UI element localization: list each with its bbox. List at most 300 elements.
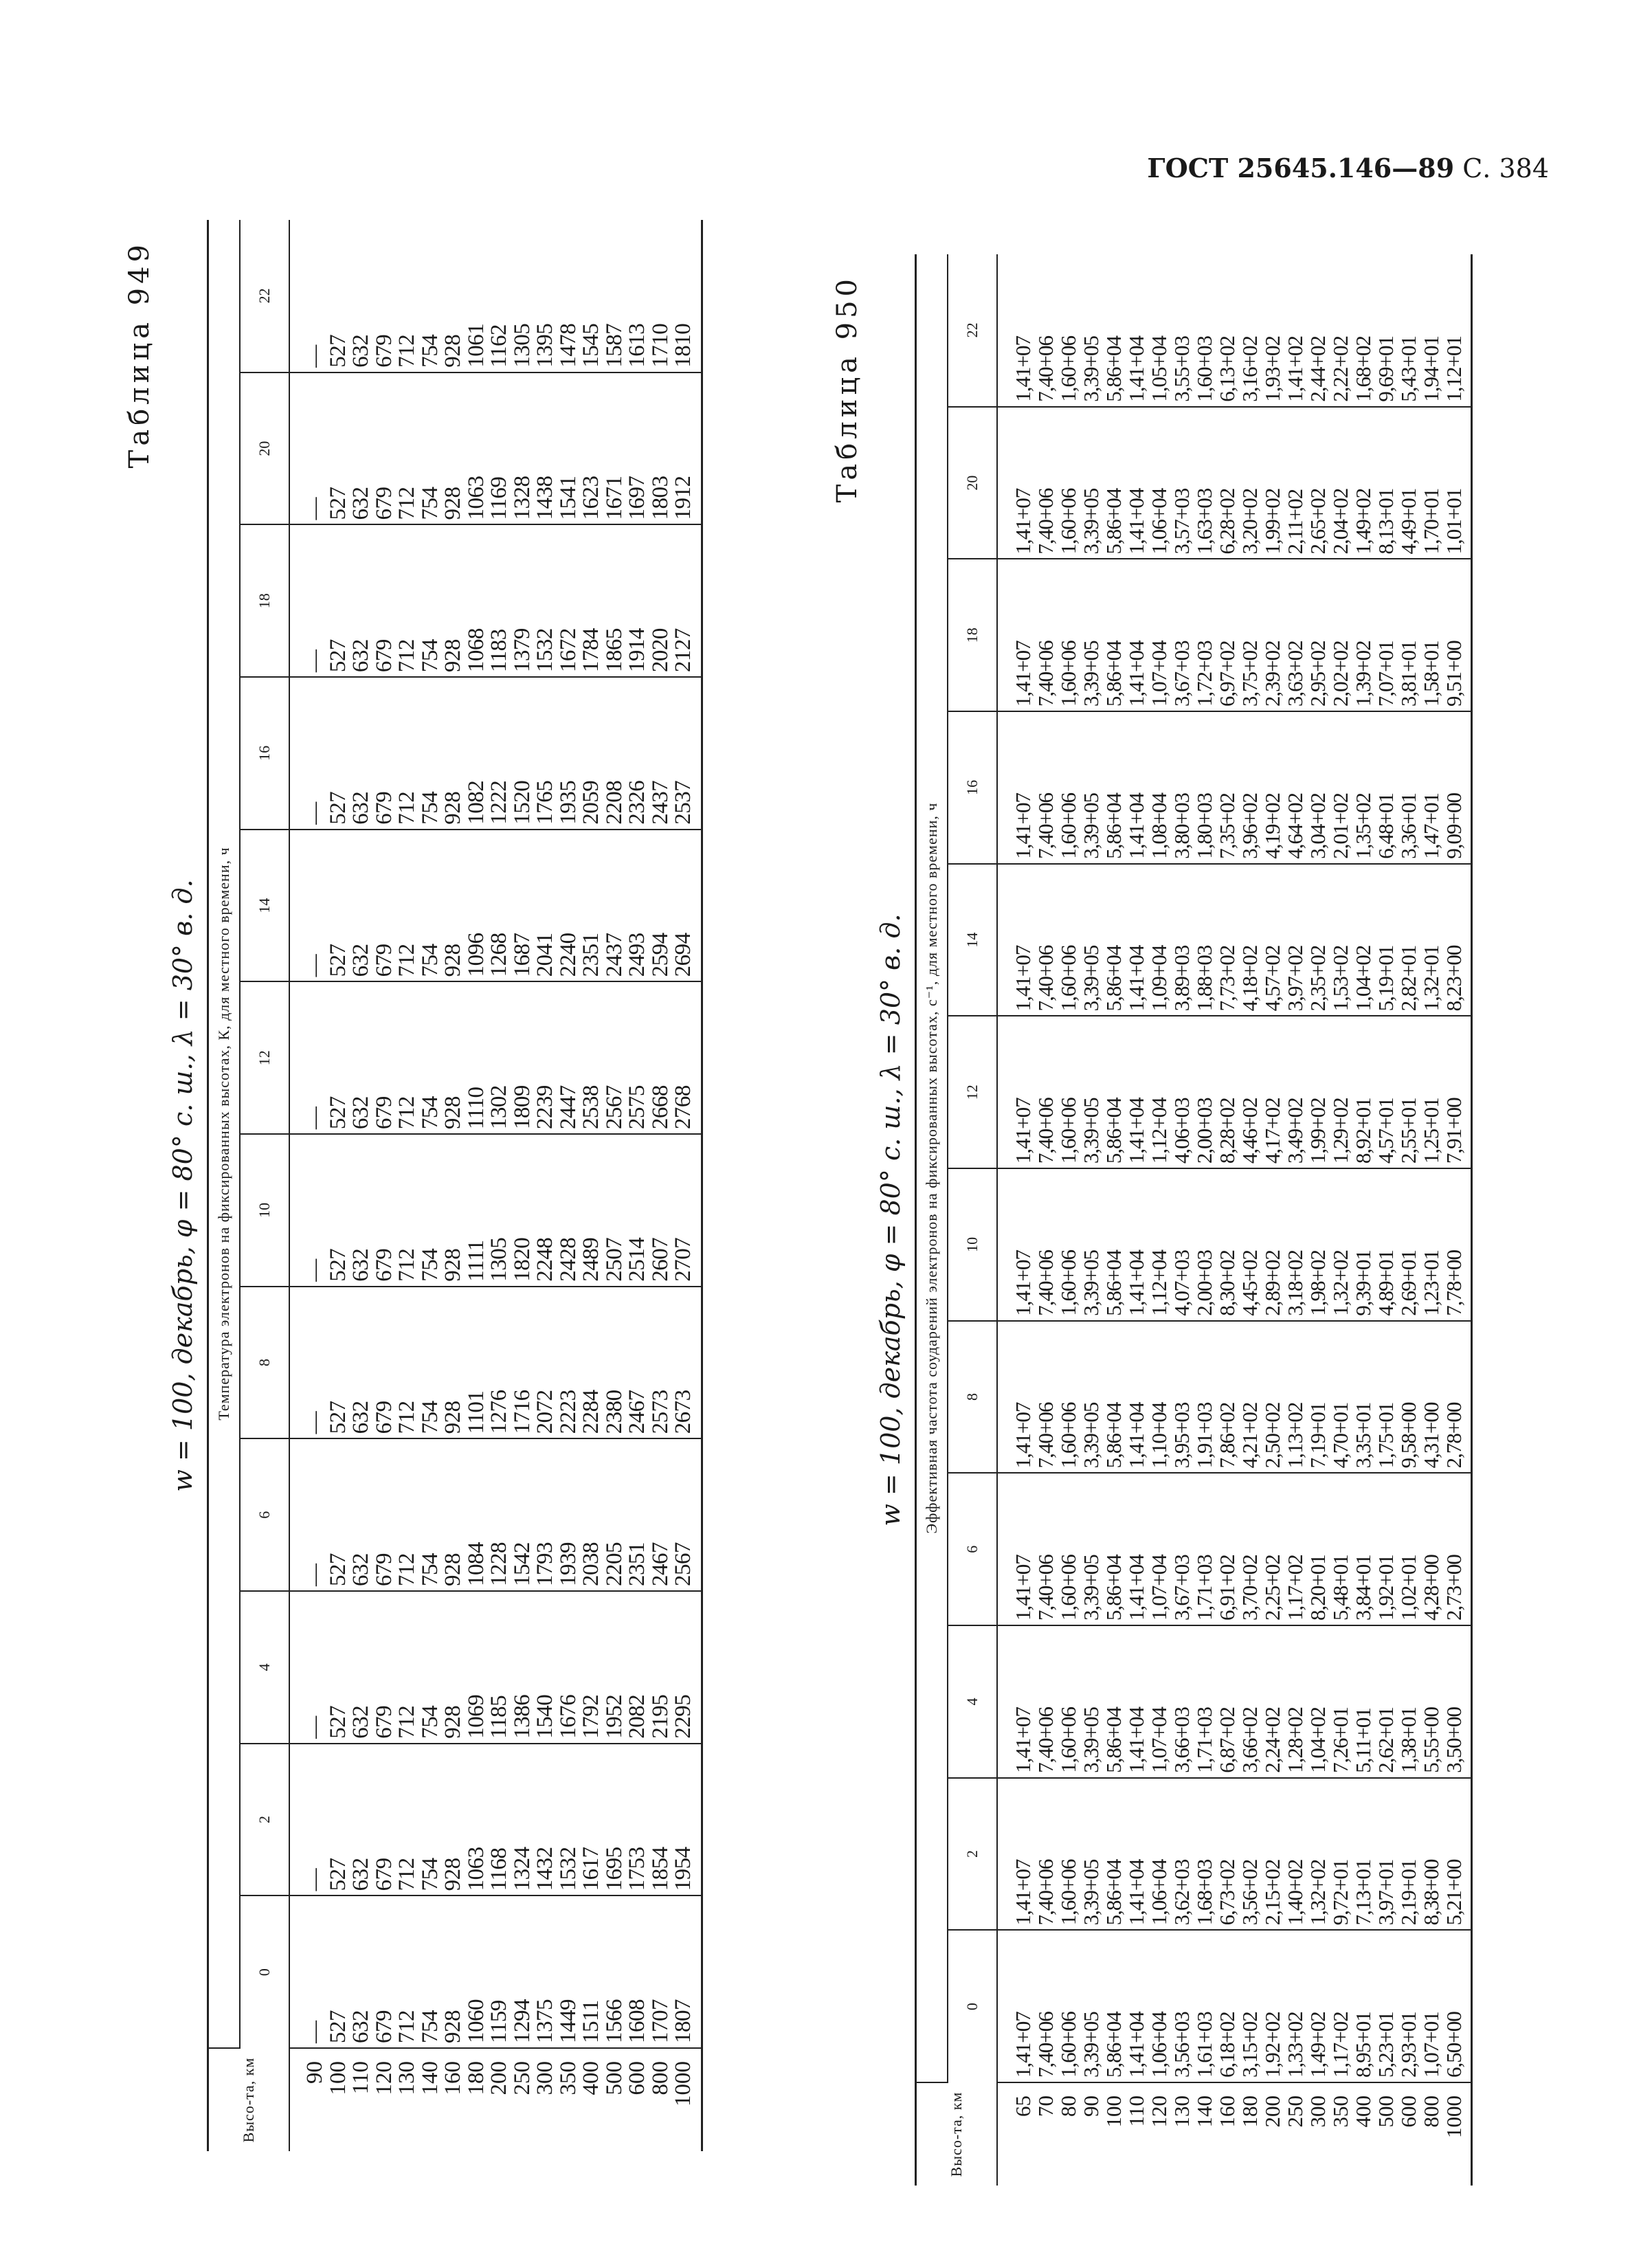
table-950-label: Таблица 950 <box>831 275 863 503</box>
cell-value: 632 <box>348 1096 373 1130</box>
cell-value: 1954 <box>671 1847 695 1891</box>
cell-value: 1,41+07 <box>1011 1249 1035 1316</box>
cell-value: — <box>302 954 327 977</box>
altitude-value: 600 <box>625 2061 649 2095</box>
cell-value: 712 <box>394 1858 419 1891</box>
cell-value: 1,60+06 <box>1056 1555 1080 1621</box>
cell-value: 4,21+02 <box>1238 1402 1262 1469</box>
cell-value: 2467 <box>625 1390 649 1434</box>
cell-value: 712 <box>394 791 419 825</box>
cell-value: 1159 <box>487 2000 511 2043</box>
altitude-value: 500 <box>601 2061 627 2095</box>
cell-value: 4,70+01 <box>1328 1402 1352 1469</box>
cell-value: 1,41+07 <box>1011 641 1035 707</box>
cell-value: 1168 <box>487 1847 511 1891</box>
cell-value: 1,41+04 <box>1124 1859 1148 1926</box>
cell-value: 8,23+00 <box>1442 945 1466 1012</box>
cell-value: 2,44+02 <box>1306 336 1330 402</box>
cell-value: 1695 <box>601 1847 627 1891</box>
cell-value: 1,60+06 <box>1056 641 1080 707</box>
cell-value: 754 <box>417 1401 443 1434</box>
cell-value: 3,18+02 <box>1283 1249 1307 1316</box>
hours-row <box>948 254 997 2186</box>
value-column <box>289 1895 702 2048</box>
cell-value: 1,68+03 <box>1192 1859 1216 1926</box>
cell-value: — <box>302 649 327 673</box>
hour-header: 12 <box>240 981 289 1134</box>
cell-value: 2,82+01 <box>1396 945 1420 1012</box>
cell-value: 1820 <box>509 1237 535 1282</box>
cell-value: 3,67+03 <box>1170 641 1194 707</box>
cell-value: 1,63+03 <box>1192 488 1216 555</box>
cell-value: 7,40+06 <box>1034 1859 1058 1926</box>
cell-value: 1,60+06 <box>1056 336 1080 402</box>
cell-value: 928 <box>440 1401 465 1434</box>
altitude-column <box>289 2048 702 2151</box>
page-number: С. 384 <box>1462 153 1549 184</box>
cell-value: 1169 <box>487 476 511 520</box>
span-header: Температура электронов на фиксированных высотах, К, для местного времени, ч <box>208 220 241 2048</box>
altitude-value: 250 <box>1283 2095 1307 2128</box>
cell-value: 1294 <box>509 1999 535 2043</box>
cell-value: 4,57+02 <box>1260 945 1284 1012</box>
cell-value: 1,29+02 <box>1328 1098 1352 1164</box>
altitude-value: 90 <box>302 2061 327 2084</box>
cell-value: 3,66+03 <box>1170 1706 1194 1773</box>
cell-value: 3,39+05 <box>1079 1098 1103 1164</box>
altitude-value: 160 <box>440 2061 465 2095</box>
cell-value: 2072 <box>533 1390 557 1434</box>
altitude-header: Высо-та, км <box>916 2082 998 2186</box>
cell-value: 754 <box>417 2010 443 2043</box>
table-949-block <box>120 220 780 2151</box>
cell-value: 1,41+04 <box>1124 793 1148 859</box>
cell-value: 7,40+06 <box>1034 1098 1058 1164</box>
cell-value: 3,39+05 <box>1079 1706 1103 1773</box>
cell-value: 632 <box>348 1858 373 1891</box>
cell-value: 928 <box>440 1858 465 1891</box>
hour-header: 16 <box>948 711 997 864</box>
hour-header: 10 <box>240 1134 289 1287</box>
cell-value: 1,60+06 <box>1056 1249 1080 1316</box>
cell-value: 1063 <box>463 476 489 520</box>
cell-value: 2127 <box>671 628 695 673</box>
cell-value: 1,05+04 <box>1147 336 1171 402</box>
cell-value: 3,62+03 <box>1170 1859 1194 1926</box>
cell-value: 1,60+06 <box>1056 1098 1080 1164</box>
cell-value: 4,45+02 <box>1238 1249 1262 1316</box>
cell-value: 5,19+01 <box>1374 945 1398 1012</box>
cell-value: 3,39+05 <box>1079 488 1103 555</box>
cell-value: 2,15+02 <box>1260 1859 1284 1926</box>
cell-value: 3,55+03 <box>1170 336 1194 402</box>
cell-value: 1,60+06 <box>1056 945 1080 1012</box>
cell-value: 1540 <box>533 1694 557 1739</box>
cell-value: 1162 <box>487 324 511 368</box>
cell-value: 1,07+04 <box>1147 1706 1171 1773</box>
cell-value: 3,80+03 <box>1170 793 1194 859</box>
cell-value: 2,39+02 <box>1260 641 1284 707</box>
cell-value: 1,12+04 <box>1147 1098 1171 1164</box>
cell-value: 5,86+04 <box>1102 1098 1126 1164</box>
altitude-value: 400 <box>1351 2095 1375 2128</box>
cell-value: 2041 <box>533 933 557 977</box>
cell-value: 1542 <box>509 1542 535 1587</box>
cell-value: 928 <box>440 1248 465 1282</box>
cell-value: 3,81+01 <box>1396 641 1420 707</box>
cell-value: 2567 <box>601 1085 627 1130</box>
cell-value: 632 <box>348 334 373 368</box>
cell-value: 8,30+02 <box>1215 1249 1239 1316</box>
cell-value: 754 <box>417 944 443 977</box>
altitude-value: 130 <box>1170 2095 1194 2128</box>
value-column <box>997 254 1472 407</box>
cell-value: 1,41+07 <box>1011 2012 1035 2078</box>
cell-value: 1803 <box>647 476 673 520</box>
cell-value: 3,49+02 <box>1283 1098 1307 1164</box>
cell-value: 1,99+02 <box>1260 488 1284 555</box>
cell-value: 632 <box>348 487 373 520</box>
cell-value: 679 <box>371 1858 397 1891</box>
cell-value: 4,17+02 <box>1260 1098 1284 1164</box>
value-column <box>997 559 1472 711</box>
cell-value: 5,86+04 <box>1102 945 1126 1012</box>
cell-value: 1,35+02 <box>1351 793 1375 859</box>
cell-value: 1935 <box>555 780 581 825</box>
cell-value: 6,48+01 <box>1374 793 1398 859</box>
cell-value: 1,58+01 <box>1419 641 1443 707</box>
cell-value: 2428 <box>555 1237 581 1282</box>
cell-value: 1302 <box>487 1085 511 1130</box>
altitude-value: 110 <box>348 2061 373 2095</box>
cell-value: 1,60+06 <box>1056 488 1080 555</box>
cell-value: 527 <box>325 2010 350 2043</box>
cell-value: 1,60+06 <box>1056 1859 1080 1926</box>
cell-value: 1,32+02 <box>1306 1859 1330 1926</box>
hour-header: 6 <box>240 1438 289 1591</box>
cell-value: 7,40+06 <box>1034 1555 1058 1621</box>
cell-value: 2,19+01 <box>1396 1859 1420 1926</box>
cell-value: 4,49+01 <box>1396 488 1420 555</box>
value-column <box>289 1744 702 1896</box>
altitude-value: 1000 <box>671 2061 695 2106</box>
cell-value: 1,40+02 <box>1283 1859 1307 1926</box>
cell-value: 1478 <box>555 323 581 368</box>
value-column <box>289 1591 702 1744</box>
cell-value: 1395 <box>533 323 557 368</box>
cell-value: 1,92+02 <box>1260 2012 1284 2078</box>
cell-value: 1,10+04 <box>1147 1402 1171 1469</box>
cell-value: 2573 <box>647 1390 673 1434</box>
cell-value: 1,04+02 <box>1351 945 1375 1012</box>
cell-value: 712 <box>394 1553 419 1587</box>
cell-value: 2489 <box>579 1237 603 1282</box>
cell-value: 928 <box>440 1096 465 1130</box>
altitude-value: 1000 <box>1442 2095 1466 2138</box>
cell-value: 5,55+00 <box>1419 1706 1443 1773</box>
cell-value: 712 <box>394 1096 419 1130</box>
cell-value: 1,41+04 <box>1124 336 1148 402</box>
cell-value: 3,35+01 <box>1351 1402 1375 1469</box>
cell-value: — <box>302 1716 327 1739</box>
cell-value: 632 <box>348 791 373 825</box>
cell-value: 1069 <box>463 1694 489 1739</box>
cell-value: 1,09+04 <box>1147 945 1171 1012</box>
cell-value: 5,11+01 <box>1351 1708 1375 1773</box>
cell-value: 8,95+01 <box>1351 2012 1375 2078</box>
cell-value: 527 <box>325 1401 350 1434</box>
cell-value: 1,60+06 <box>1056 1706 1080 1773</box>
cell-value: 2195 <box>647 1694 673 1739</box>
cell-value: 679 <box>371 1248 397 1282</box>
cell-value: 1617 <box>579 1847 603 1891</box>
cell-value: 4,64+02 <box>1283 793 1307 859</box>
cell-value: 3,39+05 <box>1079 1402 1103 1469</box>
cell-value: 8,38+00 <box>1419 1859 1443 1926</box>
cell-value: 527 <box>325 1096 350 1130</box>
gost-number: ГОСТ 25645.146—89 <box>1147 153 1455 184</box>
cell-value: 7,07+01 <box>1374 641 1398 707</box>
cell-value: 1,01+01 <box>1442 488 1466 555</box>
cell-value: 7,40+06 <box>1034 641 1058 707</box>
value-column <box>289 981 702 1134</box>
cell-value: 3,36+01 <box>1396 793 1420 859</box>
cell-value: — <box>302 345 327 368</box>
cell-value: 5,86+04 <box>1102 488 1126 555</box>
hour-header: 18 <box>240 524 289 677</box>
value-column <box>289 220 702 373</box>
cell-value: 712 <box>394 1401 419 1434</box>
hour-header: 0 <box>240 1895 289 2048</box>
cell-value: 2,78+00 <box>1442 1402 1466 1469</box>
cell-value: 1,33+02 <box>1283 2012 1307 2078</box>
altitude-header: Высо-та, км <box>208 2048 290 2151</box>
altitude-value: 300 <box>533 2061 557 2095</box>
cell-value: 2507 <box>601 1237 627 1282</box>
cell-value: 9,39+01 <box>1351 1249 1375 1316</box>
cell-value: — <box>302 2021 327 2043</box>
cell-value: — <box>302 1868 327 1891</box>
cell-value: 1753 <box>625 1847 649 1891</box>
cell-value: 712 <box>394 1705 419 1739</box>
page-header <box>1147 153 1549 184</box>
cell-value: 2607 <box>647 1237 673 1282</box>
altitude-value: 140 <box>417 2061 443 2095</box>
cell-value: 8,92+01 <box>1351 1098 1375 1164</box>
cell-value: 527 <box>325 1705 350 1739</box>
cell-value: 2,73+00 <box>1442 1555 1466 1621</box>
hour-header: 22 <box>948 254 997 407</box>
cell-value: 1449 <box>555 1999 581 2043</box>
cell-value: 2038 <box>579 1542 603 1587</box>
value-column <box>997 1625 1472 1778</box>
cell-value: 1,88+03 <box>1192 945 1216 1012</box>
cell-value: 1,02+01 <box>1396 1555 1420 1621</box>
cell-value: 1324 <box>509 1847 535 1891</box>
altitude-value: 800 <box>647 2061 673 2095</box>
cell-value: 5,48+01 <box>1328 1555 1352 1621</box>
cell-value: 1707 <box>647 1999 673 2043</box>
altitude-value: 120 <box>371 2061 397 2095</box>
cell-value: 1,80+03 <box>1192 793 1216 859</box>
cell-value: 1096 <box>463 933 489 977</box>
cell-value: 754 <box>417 1858 443 1891</box>
cell-value: 679 <box>371 791 397 825</box>
altitude-value: 180 <box>463 2061 489 2095</box>
cell-value: 1,41+04 <box>1124 488 1148 555</box>
cell-value: 1185 <box>487 1695 511 1739</box>
cell-value: 4,18+02 <box>1238 945 1262 1012</box>
cell-value: — <box>302 1107 327 1130</box>
cell-value: 2082 <box>625 1694 649 1739</box>
table-949-label: Таблица 949 <box>124 241 155 469</box>
cell-value: 3,97+01 <box>1374 1859 1398 1926</box>
cell-value: 2575 <box>625 1085 649 1130</box>
altitude-value: 65 <box>1011 2095 1035 2117</box>
cell-value: — <box>302 1411 327 1434</box>
altitude-value: 140 <box>1192 2095 1216 2128</box>
cell-value: 2,93+01 <box>1396 2012 1420 2078</box>
cell-value: 1520 <box>509 780 535 825</box>
hour-header: 8 <box>240 1287 289 1439</box>
cell-value: 1,13+02 <box>1283 1402 1307 1469</box>
cell-value: 1,47+01 <box>1419 793 1443 859</box>
cell-value: 1676 <box>555 1694 581 1739</box>
cell-value: 7,86+02 <box>1215 1402 1239 1469</box>
cell-value: 1587 <box>601 323 627 368</box>
cell-value: 1532 <box>533 628 557 673</box>
cell-value: 1623 <box>579 476 603 520</box>
altitude-value: 200 <box>487 2061 511 2095</box>
cell-value: 1,23+01 <box>1419 1249 1443 1316</box>
cell-value: 928 <box>440 334 465 368</box>
value-column <box>997 1016 1472 1168</box>
cell-value: 8,20+01 <box>1306 1555 1330 1621</box>
altitude-value: 350 <box>555 2061 581 2095</box>
hour-header: 14 <box>240 830 289 982</box>
cell-value: 754 <box>417 1553 443 1587</box>
cell-value: 1,70+01 <box>1419 488 1443 555</box>
cell-value: 3,56+02 <box>1238 1859 1262 1926</box>
cell-value: 1,93+02 <box>1260 336 1284 402</box>
cell-value: 5,86+04 <box>1102 336 1126 402</box>
cell-value: 2437 <box>601 933 627 977</box>
cell-value: 632 <box>348 2010 373 2043</box>
cell-value: 1,06+04 <box>1147 1859 1171 1926</box>
cell-value: 1101 <box>463 1390 489 1434</box>
cell-value: 1,07+04 <box>1147 641 1171 707</box>
cell-value: 679 <box>371 1705 397 1739</box>
cell-value: 1305 <box>509 323 535 368</box>
cell-value: 632 <box>348 1705 373 1739</box>
cell-value: 2537 <box>671 780 695 825</box>
hour-header: 18 <box>948 559 997 711</box>
cell-value: 1,41+04 <box>1124 945 1148 1012</box>
cell-value: 5,86+04 <box>1102 1555 1126 1621</box>
altitude-value: 200 <box>1260 2095 1284 2128</box>
cell-value: 754 <box>417 1705 443 1739</box>
cell-value: 1511 <box>579 2000 603 2043</box>
cell-value: 1,41+04 <box>1124 1098 1148 1164</box>
value-column <box>997 711 1472 864</box>
cell-value: 7,40+06 <box>1034 1249 1058 1316</box>
cell-value: 1671 <box>601 476 627 520</box>
cell-value: 3,16+02 <box>1238 336 1262 402</box>
cell-value: 4,46+02 <box>1238 1098 1262 1164</box>
cell-value: 5,23+01 <box>1374 2012 1398 2078</box>
cell-value: 1912 <box>671 476 695 520</box>
cell-value: 679 <box>371 1553 397 1587</box>
cell-value: 1,41+02 <box>1283 336 1307 402</box>
altitude-value: 130 <box>394 2061 419 2095</box>
cell-value: 1386 <box>509 1694 535 1739</box>
cell-value: 1,04+02 <box>1306 1706 1330 1773</box>
cell-value: 2,65+02 <box>1306 488 1330 555</box>
cell-value: 1,25+01 <box>1419 1098 1443 1164</box>
cell-value: 928 <box>440 1705 465 1739</box>
cell-value: 1438 <box>533 476 557 520</box>
cell-value: 1,75+01 <box>1374 1402 1398 1469</box>
cell-value: 7,78+00 <box>1442 1249 1466 1316</box>
cell-value: 7,13+01 <box>1351 1859 1375 1926</box>
cell-value: 1,41+04 <box>1124 2012 1148 2078</box>
cell-value: 9,09+00 <box>1442 793 1466 859</box>
cell-value: 1952 <box>601 1694 627 1739</box>
altitude-value: 160 <box>1215 2095 1239 2128</box>
altitude-value: 250 <box>509 2061 535 2095</box>
cell-value: 1084 <box>463 1542 489 1587</box>
cell-value: 632 <box>348 1401 373 1434</box>
cell-value: 527 <box>325 1553 350 1587</box>
cell-value: 3,39+05 <box>1079 945 1103 1012</box>
cell-value: 632 <box>348 1553 373 1587</box>
cell-value: 1697 <box>625 476 649 520</box>
cell-value: 527 <box>325 334 350 368</box>
cell-value: 1379 <box>509 628 535 673</box>
cell-value: 2594 <box>647 933 673 977</box>
cell-value: 1,07+01 <box>1419 2012 1443 2078</box>
cell-value: 1,07+04 <box>1147 1555 1171 1621</box>
cell-value: — <box>302 1564 327 1587</box>
cell-value: 1,71+03 <box>1192 1706 1216 1773</box>
altitude-value: 400 <box>579 2061 603 2095</box>
cell-value: 3,57+03 <box>1170 488 1194 555</box>
cell-value: 1,60+06 <box>1056 793 1080 859</box>
cell-value: 1,92+01 <box>1374 1555 1398 1621</box>
altitude-value: 90 <box>1079 2095 1103 2117</box>
cell-value: 7,40+06 <box>1034 336 1058 402</box>
cell-value: 679 <box>371 639 397 673</box>
cell-value: 3,67+03 <box>1170 1555 1194 1621</box>
table-950-caption: w = 100, декабрь, φ = 80° с. ш., λ = 30° в. д. <box>875 913 906 1526</box>
cell-value: 1,38+01 <box>1396 1706 1420 1773</box>
cell-value: 1,98+02 <box>1306 1249 1330 1316</box>
cell-value: 3,66+02 <box>1238 1706 1262 1773</box>
cell-value: 3,39+05 <box>1079 1249 1103 1316</box>
value-column <box>289 830 702 982</box>
cell-value: 1,08+04 <box>1147 793 1171 859</box>
cell-value: 527 <box>325 791 350 825</box>
cell-value: 632 <box>348 944 373 977</box>
cell-value: 3,97+02 <box>1283 945 1307 1012</box>
cell-value: 3,84+01 <box>1351 1555 1375 1621</box>
cell-value: 3,39+05 <box>1079 793 1103 859</box>
cell-value: 679 <box>371 2010 397 2043</box>
cell-value: 928 <box>440 1553 465 1587</box>
cell-value: 632 <box>348 1248 373 1282</box>
cell-value: 1,68+02 <box>1351 336 1375 402</box>
cell-value: 527 <box>325 944 350 977</box>
